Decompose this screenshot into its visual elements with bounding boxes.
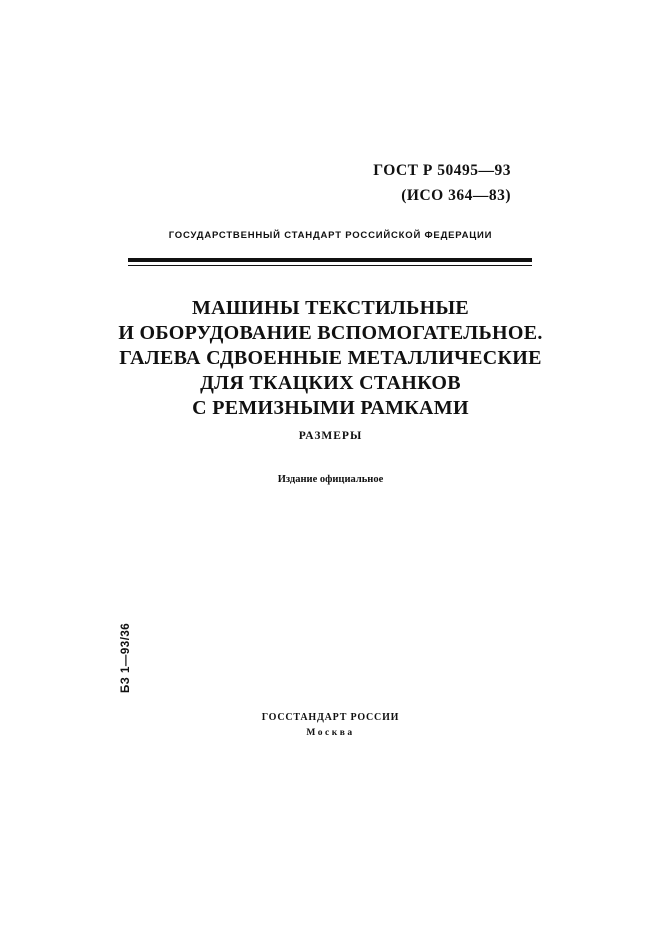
publisher-city: Москва — [306, 728, 355, 738]
header-rule-thin — [128, 265, 532, 266]
edition-note: Издание официальное — [277, 474, 384, 485]
document-title — [0, 296, 661, 421]
standard-number: ГОСТ Р 50495—93 — [373, 162, 511, 179]
title-line: ДЛЯ ТКАЦКИХ СТАНКОВ — [200, 372, 461, 394]
document-subtitle: РАЗМЕРЫ — [298, 430, 363, 442]
header-rule-thick — [128, 258, 532, 262]
side-catalog-code: БЗ 1—93/36 — [120, 622, 132, 693]
title-line: МАШИНЫ ТЕКСТИЛЬНЫЕ — [191, 297, 470, 319]
standard-category: ГОСУДАРСТВЕННЫЙ СТАНДАРТ РОССИЙСКОЙ ФЕДЕРАЦИИ — [168, 230, 493, 241]
publisher-name: ГОССТАНДАРТ РОССИИ — [261, 712, 400, 723]
title-line: И ОБОРУДОВАНИЕ ВСПОМОГАТЕЛЬНОЕ. — [118, 322, 543, 344]
title-line: С РЕМИЗНЫМИ РАМКАМИ — [192, 397, 469, 419]
iso-reference: (ИСО 364—83) — [401, 187, 511, 204]
title-line: ГАЛЕВА СДВОЕННЫЕ МЕТАЛЛИЧЕСКИЕ — [119, 347, 542, 369]
